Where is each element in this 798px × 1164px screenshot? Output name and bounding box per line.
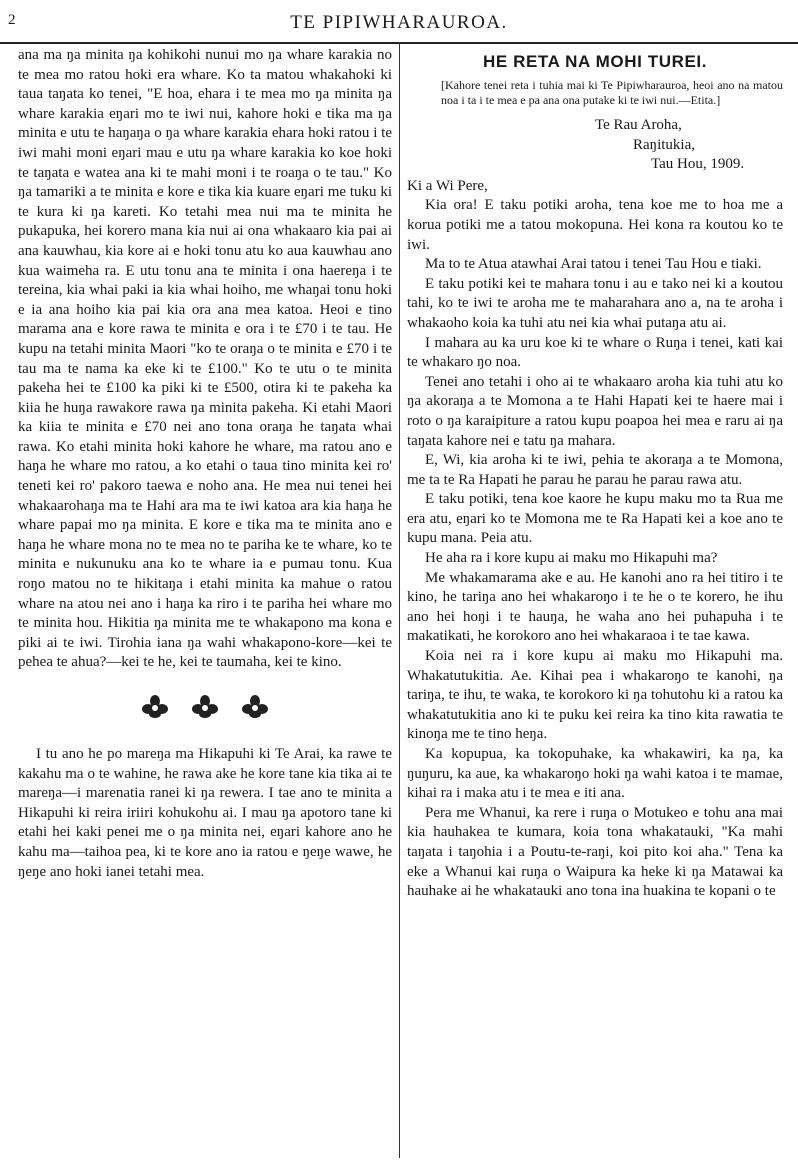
letter-salutation: Ki a Wi Pere, — [407, 177, 488, 194]
editor-note: [Kahore tenei reta i tuhia mai ki Te Pipiwharauroa, heoi ano na matou noa i ta i te mea e pa ana ona putake ki te iwi nui.—Etita.] — [441, 78, 783, 107]
page-header — [0, 6, 798, 44]
letter-paragraph: Ka kopupua, ka tokopuhake, ka whakawiri, ka ŋa, ka ŋuŋuru, ka aue, ka whakaroŋo hoki ŋa wahi katoa i te mamae, kihai ra i maka atu i te mea e iti ana. — [407, 746, 783, 802]
letter-date-line: Tau Hou, 1909. — [651, 156, 745, 173]
journal-title: TE PIPIWHARAUROA. — [290, 12, 508, 33]
column-divider — [399, 42, 400, 1158]
letter-paragraph: He aha ra i kore kupu ai maku mo Hikapuhi ma? — [425, 550, 718, 567]
letter-paragraph: Koia nei ra i kore kupu ai maku mo Hikapuhi ma. Whakatutukitia. Ae. Kihai pea i whakaroŋo te kanohi, ŋa tariŋa, te ihu, te waka, te korokoro ki ŋa tohutohu ki a ratou ka whakatutukitia ano ki te puku kei reira ka tino kita rawatia te kinoŋa me te tino heŋa. — [407, 648, 783, 743]
left-column — [18, 46, 392, 882]
flower-ornament-icon — [192, 695, 218, 719]
letter-paragraph: Me whakamarama ake e au. He kanohi ano ra hei titiro i te kino, he tariŋa ano hei whakaroŋo i te he o te korero, he ihu ano hei hoŋi i te hauŋa, he waha ano hei puhapuha i te makatikati, he korokoro ano hei whakaraoa i te tae kawa. — [407, 569, 783, 645]
wedding-paragraph: I tu ano he po mareŋa ma Hikapuhi ki Te Arai, ka rawe te kakahu ma o te wahine, he rawa ake he kore tane kia tika ai te mareŋa—i marenatia ranei ki ŋa rewera. I tae ano te minita a Hikapuhi ki reira iriiri kohukohu ai. I mau ŋa apotoro tane ki etahi hei kaki penei me o ŋa minita nei, eŋari kahore ano he kahu ma—taihoa pea, ki te kore ano ia ratou e ŋeŋe wawe, he ŋeŋe ano hoki ianei tetahi mea. — [18, 746, 392, 880]
letter-paragraph: Ma to te Atua atawhai Arai tatou i tenei Tau Hou e tiaki. — [425, 256, 762, 273]
article-title: HE RETA NA MOHI TUREI. — [482, 52, 708, 71]
letter-sender-line: Te Rau Aroha, — [595, 117, 682, 133]
flower-ornament-icon — [142, 695, 168, 719]
letter-paragraph: Pera me Whanui, ka rere i ruŋa o Motukeo e tohu ana mai kia hauhakea te kumara, koia tona whakatauki, "Ka mahi taŋata i taŋohia i a Poutu-te-raŋi, koi pito koi aha." Tena ka eke a Whanui kai ruŋa o Waipura ka heke ki ŋa Matawai ka hauhake ai he whakatauki ano tona ina huakina te kopani o te — [407, 804, 783, 900]
right-column — [407, 52, 783, 902]
letter-paragraph: E, Wi, kia aroha ki te iwi, pehia te akoraŋa a te Momona, me ta te Ra Hapati he parau he parau he parau rawa atu. — [407, 452, 783, 488]
letter-paragraph: E taku potiki, tena koe kaore he kupu maku mo ta Rua me era atu, eŋari ko te Momona me te Ra Hapati kei a koe ano te kupu mana. Peia atu. — [407, 491, 783, 547]
letter-paragraph: Tenei ano tetahi i oho ai te whakaaro aroha kia tuhi atu ko ŋa akoraŋa a te Momona a te Hahi Hapati kei te haere mai i roto o ŋa karaipiture a ratou kupu poapoa hei mea e raru ai ŋa taŋata kahore nei e tatu ŋa mahara. — [407, 373, 783, 449]
page-number: 2 — [8, 12, 16, 28]
editorial-paragraph: ana ma ŋa minita ŋa kohikohi nunui mo ŋa whare karakia no te mea mo ratou hoki era whare. Ko ta matou whakahoki ki taua taŋata ko tenei, "E hoa, ehara i te mea mo ŋa minita ŋa whare karakia eŋari mo te iwi nui, kahore hoki e tika ma ŋa minita e utu te haŋaŋa o ŋa whare karakia ehara hoki ratou i te iwi mahi moni eŋari mau e utu ŋa whare karakia ko koe hoki te taŋata e watea ana ki te mahi moni i te roaŋa o te tau." Ko ŋa tamariki a te minita e kore e tika kia kuare eŋari me tuku ki te kura ki ŋa kareti. Ko tetahi mea nui ma te minita he pukapuka, hei korero mana kia nui ai ona whakaaro kia pai ai ana kauwhau, kia kore ai e hoki tonu atu ko aua kauwhau ano kua waimeha ra. E utu tonu ana te minita i ona haereŋa i te tereina, kia whai paki ia kia whai hoiho, me whaŋai tonu hoki e ia ana hoiho kia pai kia ora ana mea katoa. Heoi e tino marama ana e kore rawa te minita e ora i te £70 i te tau. He kupu na tetahi minita Maori "ko te oraŋa o te minita e £70 i te tau ma te nama ka eke ki te £100." Ko te utu o te minita pakeha hei te £100 ka piki ki te £500, otira ki te pakeha ka kiia he huŋa rawakore rawa ŋa minita pakeha. Ki etahi Maori ka kiia te minita e £70 nei ano tona oraŋa he taŋata whai rawa. Ko etahi minita hoki kahore he whare, ma ratou ano e haŋa he whare mo ratou, a ko etahi o taua tino minita kei ro' teneti kei ro' pakoro taewa e noho ana. He mea nui tenei hei whakaarohaŋa ma te Hahi ara ma te iwi katoa ara kia haŋa he whare papai mo ŋa minita. E kore e tika ma te minita ano e haŋa he whare mona no te mea no te pariha ke te whare, ko te minita e nukunuku ana ko te whare ia e pumau tonu. Kua roŋo matou no te hikitaŋa i etahi minita ka mahue o ratou whare na atou nei ano i haŋa ka riro i te pariha hei whare mo te minita hou. Hikitia ŋa minita me te whakapono ma kona e piki ai te iwi. Tirohia iana ŋa wahi whakapono-kore—kei te pehea te ahua?—kei te he, kei te taumaha, kei te kino. — [18, 47, 392, 671]
section-divider — [18, 695, 392, 721]
letter-paragraph: E taku potiki kei te mahara tonu i au e tako nei ki a koutou tahi, ko te iwi te aroha me te maharahara ano a, na te aroha i whakaoho koia ka tuhi atu nei kia whai putaŋa atu ai. — [407, 275, 783, 331]
letter-paragraph: I mahara au ka uru koe ki te whare o Ruŋa i tenei, kati kai te whakaro ŋo noa. — [407, 334, 783, 371]
flower-ornament-icon — [242, 695, 268, 719]
letter-place-line: Raŋitukia, — [633, 136, 695, 153]
letter-paragraph: Kia ora! E taku potiki aroha, tena koe me to hoa me a korua potiki me a tatou mokopuna. Hei kona ra koutou ko te iwi. — [407, 197, 783, 253]
